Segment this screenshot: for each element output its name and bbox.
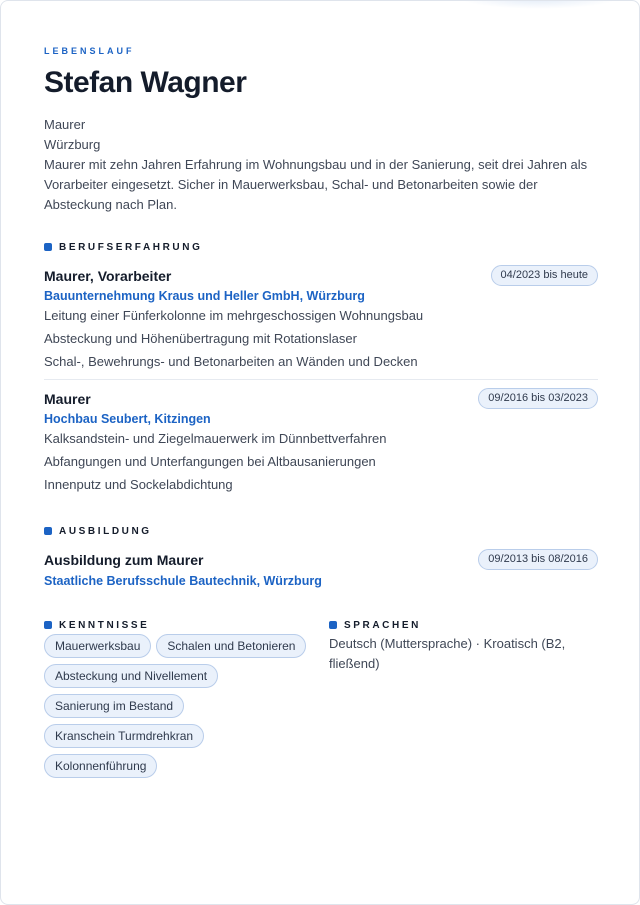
person-role: Maurer: [44, 117, 86, 132]
employer-name: Hochbau Seubert, Kitzingen: [44, 412, 211, 426]
entry-divider: [44, 379, 598, 380]
date-badge: 09/2013 bis 08/2016: [478, 549, 598, 570]
employer-name: Bauunternehmung Kraus und Heller GmbH, Würzburg: [44, 289, 365, 303]
section-marker-icon: [44, 243, 52, 251]
skill-chip: Schalen und Betonieren: [156, 634, 306, 658]
job-duty: Innenputz und Sockelabdichtung: [44, 477, 233, 492]
education-heading: [44, 524, 598, 538]
skill-chip: Absteckung und Nivellement: [44, 664, 218, 688]
job-duty: Absteckung und Höhenübertragung mit Rotationslaser: [44, 331, 357, 346]
job-title: Maurer, Vorarbeiter: [44, 267, 172, 284]
job-duty: Schal-, Bewehrungs- und Betonarbeiten an Wänden und Decken: [44, 354, 418, 369]
person-name: Stefan Wagner: [44, 66, 247, 99]
languages-heading-label: SPRACHEN: [344, 619, 421, 631]
education-entry: [44, 549, 598, 590]
job-header: [44, 388, 598, 409]
section-marker-icon: [44, 621, 52, 629]
job-entry: [44, 388, 598, 496]
languages-heading: [329, 618, 598, 632]
person-location: Würzburg: [44, 137, 101, 152]
date-badge: 09/2016 bis 03/2023: [478, 388, 598, 409]
education-heading-label: AUSBILDUNG: [59, 525, 152, 537]
job-entry: [44, 265, 598, 373]
section-marker-icon: [329, 621, 337, 629]
cv-content: [44, 45, 598, 778]
decorative-glow: [459, 0, 619, 9]
skill-chip: Kranschein Turmdrehkran: [44, 724, 204, 748]
job-duty: Abfangungen und Unterfangungen bei Altbausanierungen: [44, 454, 376, 469]
skills-heading: [44, 618, 329, 632]
skills-column: [44, 618, 329, 778]
skill-chip: Mauerwerksbau: [44, 634, 151, 658]
school-name: Staatliche Berufsschule Bautechnik, Würzburg: [44, 574, 322, 588]
education-title: Ausbildung zum Maurer: [44, 551, 204, 568]
skill-chip: Kolonnenführung: [44, 754, 157, 778]
date-badge: 04/2023 bis heute: [491, 265, 598, 286]
job-duty: Kalksandstein- und Ziegelmauerwerk im Dünnbettverfahren: [44, 431, 387, 446]
skills-heading-label: KENNTNISSE: [59, 619, 150, 631]
skill-chip: Sanierung im Bestand: [44, 694, 184, 718]
bottom-columns: [44, 618, 598, 778]
languages-column: [329, 618, 598, 778]
education-header: [44, 549, 598, 570]
experience-heading: [44, 240, 598, 254]
section-marker-icon: [44, 527, 52, 535]
experience-heading-label: BERUFSERFAHRUNG: [59, 241, 203, 253]
skills-list: [44, 634, 314, 778]
job-duty: Leitung einer Fünferkolonne im mehrgeschossigen Wohnungsbau: [44, 308, 424, 323]
languages-text: Deutsch (Muttersprache) · Kroatisch (B2, fließend): [329, 636, 566, 671]
job-title: Maurer: [44, 390, 91, 407]
profile-summary: Maurer mit zehn Jahren Erfahrung im Wohnungsbau und in der Sanierung, seit drei Jahren als Vorarbeiter eingesetzt. Sicher in Mauerwerksbau, Schal- und Betonarbeiten sowie der Absteckung nach Plan.: [44, 157, 588, 212]
document-kicker: LEBENSLAUF: [44, 46, 135, 56]
job-header: [44, 265, 598, 286]
